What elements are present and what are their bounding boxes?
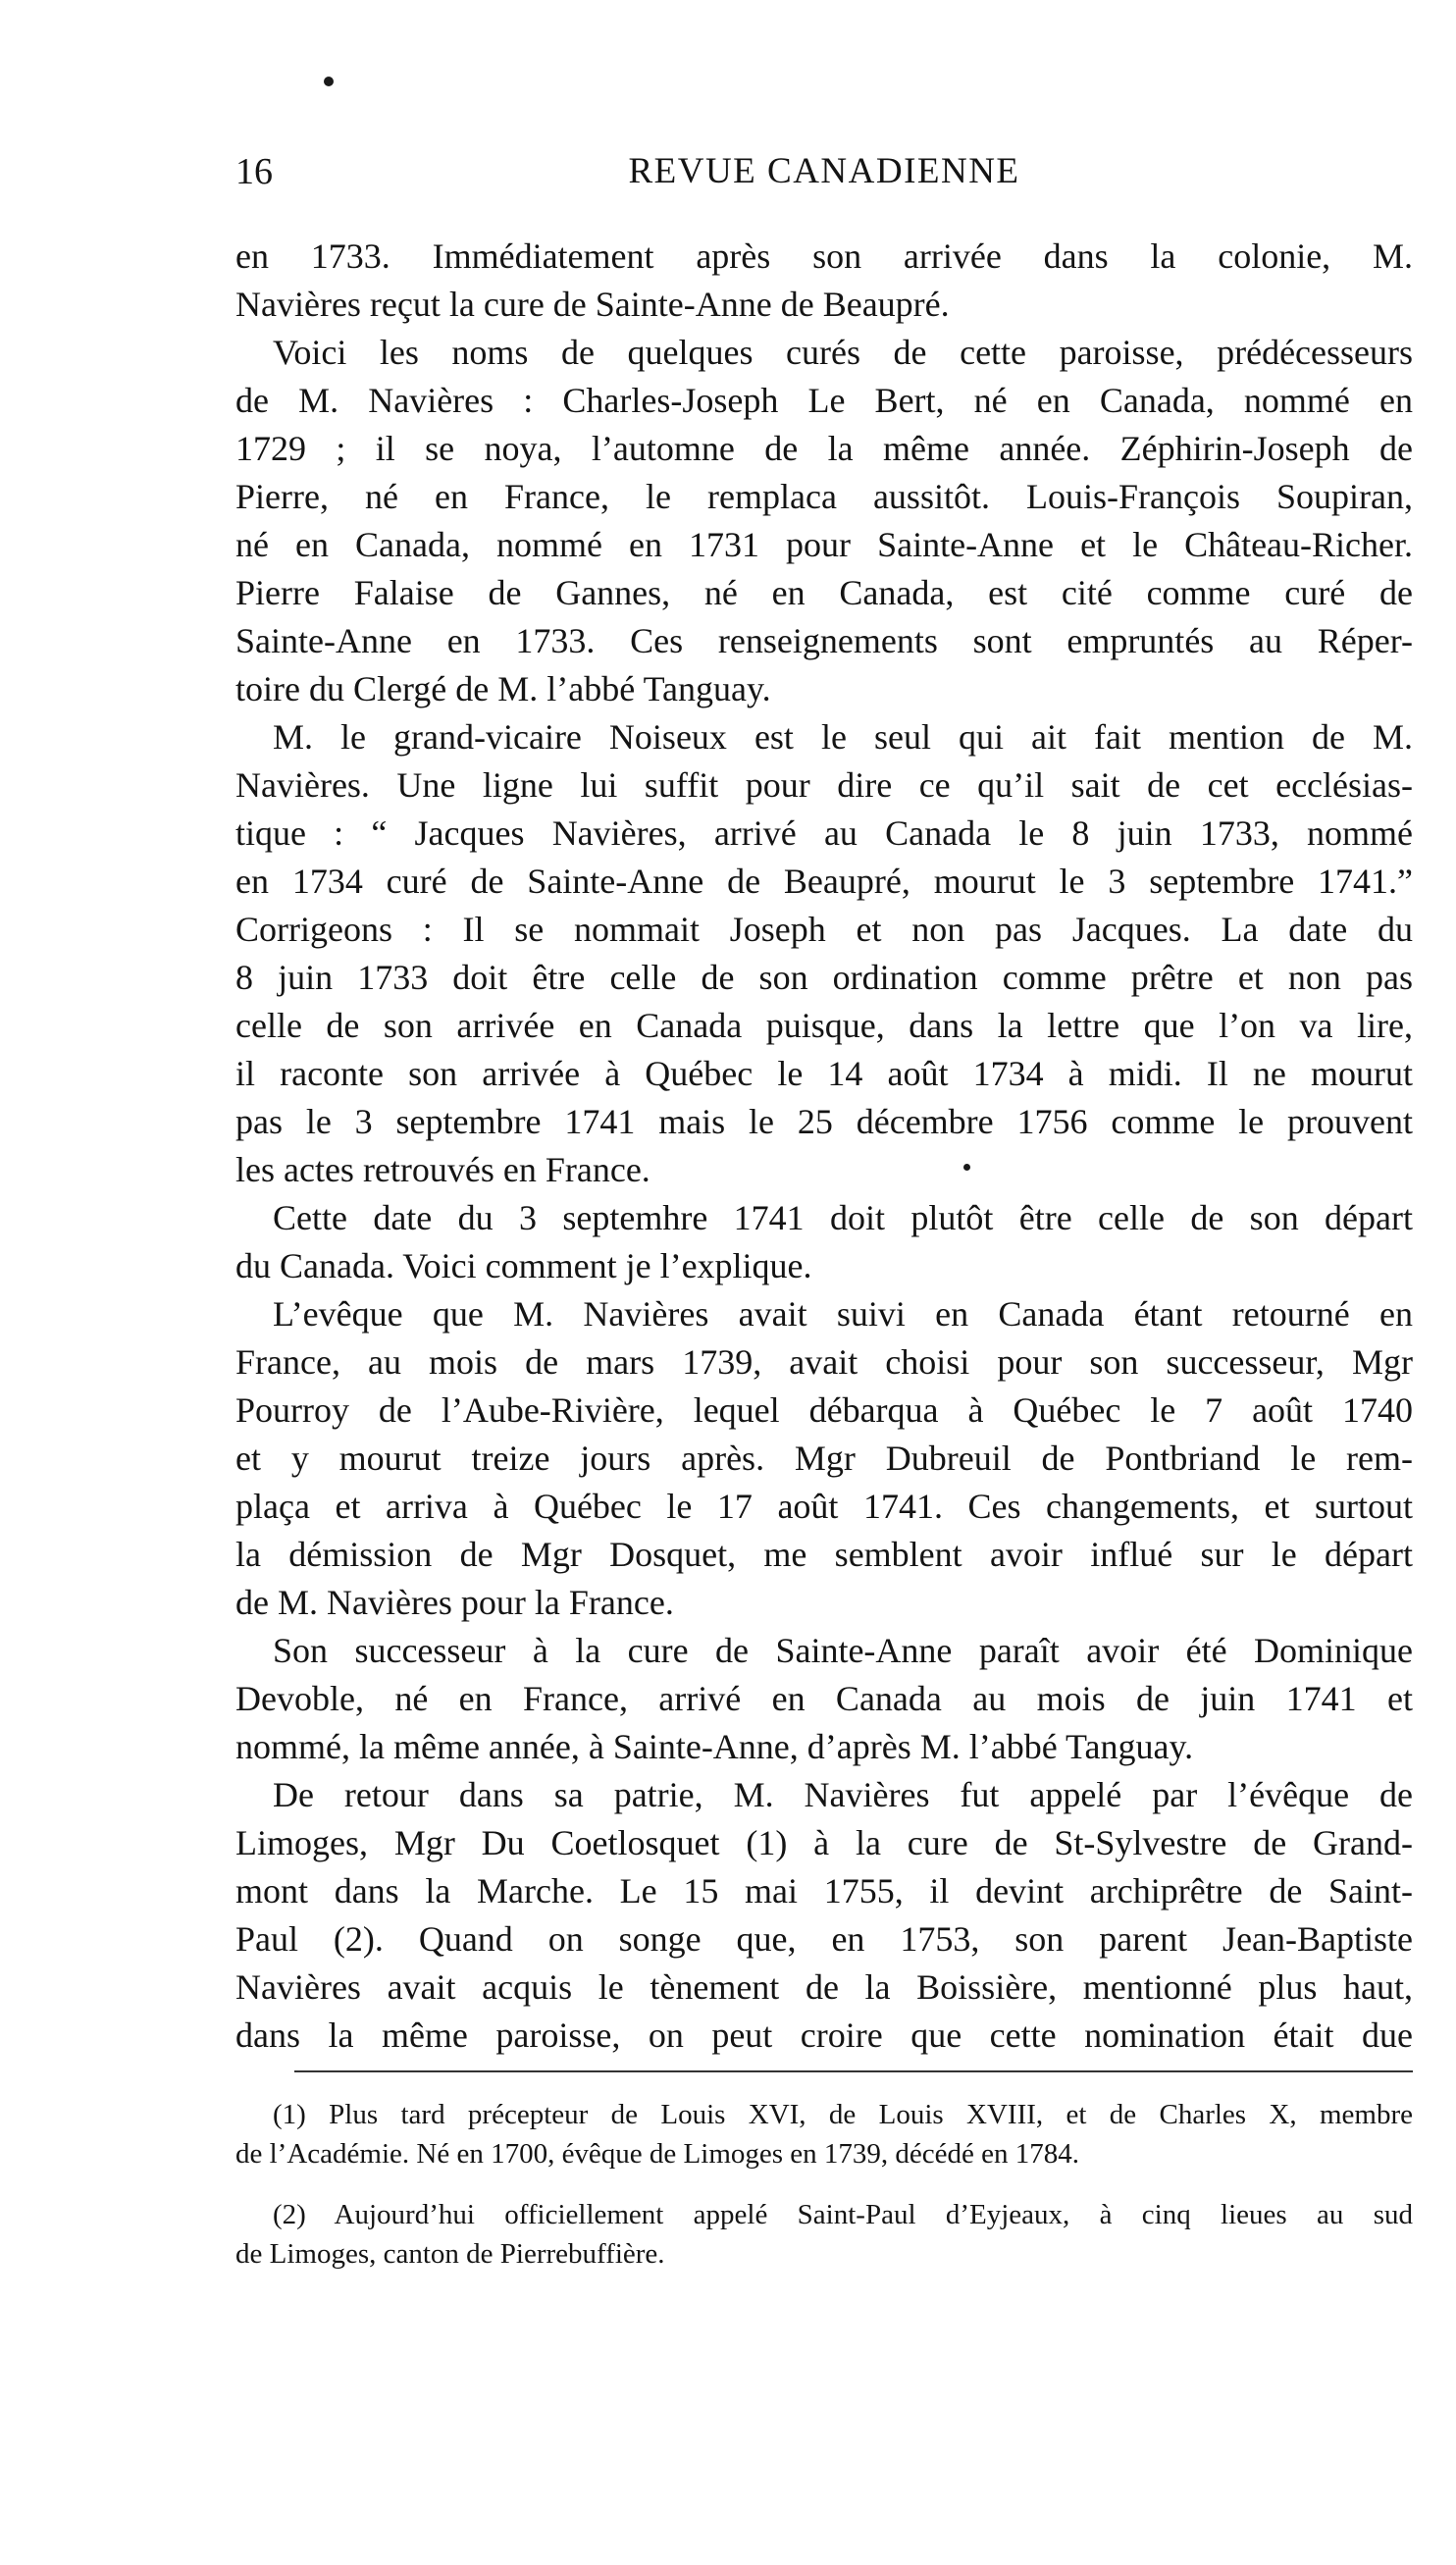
- text-line: et y mourut treize jours après. Mgr Dubreuil de Pontbriand le rem-: [235, 1439, 1413, 1478]
- text-line: en 1734 curé de Sainte-Anne de Beaupré, mourut le 3 septembre 1741.”: [235, 862, 1413, 901]
- text-line: Navières reçut la cure de Sainte-Anne de Beaupré.: [235, 285, 950, 324]
- text-line: dans la même paroisse, on peut croire que cette nomination était due: [235, 2015, 1413, 2055]
- body-text: [235, 233, 1413, 2060]
- text-line: celle de son arrivée en Canada puisque, dans la lettre que l’on va lire,: [235, 1006, 1413, 1045]
- text-line: Son successeur à la cure de Sainte-Anne paraît avoir été Dominique: [273, 1631, 1413, 1670]
- text-line: France, au mois de mars 1739, avait choisi pour son successeur, Mgr: [235, 1342, 1413, 1382]
- text-line: Sainte-Anne en 1733. Ces renseignements sont empruntés au Réper-: [235, 621, 1413, 660]
- text-line: Devoble, né en France, arrivé en Canada au mois de juin 1741 et: [235, 1679, 1413, 1718]
- text-line: toire du Clergé de M. l’abbé Tanguay.: [235, 669, 771, 708]
- text-line: de M. Navières : Charles-Joseph Le Bert, né en Canada, nommé en: [235, 381, 1413, 420]
- text-line: pas le 3 septembre 1741 mais le 25 décembre 1756 comme le prouvent: [235, 1102, 1413, 1141]
- text-line: la démission de Mgr Dosquet, me semblent avoir influé sur le départ: [235, 1535, 1413, 1574]
- page-header: [235, 147, 1413, 196]
- text-line: Corrigeons : Il se nommait Joseph et non pas Jacques. La date du: [235, 910, 1413, 949]
- text-line: Navières avait acquis le tènement de la Boissière, mentionné plus haut,: [235, 1967, 1413, 2007]
- text-line: il raconte son arrivée à Québec le 14 août 1734 à midi. Il ne mourut: [235, 1054, 1413, 1093]
- text-line: Pierre, né en France, le remplaca aussitôt. Louis-François Soupiran,: [235, 477, 1413, 516]
- footnote-line: de l’Académie. Né en 1700, évêque de Limoges en 1739, décédé en 1784.: [235, 2138, 1080, 2170]
- text-line: Voici les noms de quelques curés de cette paroisse, prédécesseurs: [273, 333, 1413, 372]
- text-line: les actes retrouvés en France.: [235, 1150, 650, 1189]
- text-line: de M. Navières pour la France.: [235, 1583, 674, 1622]
- text-line: nommé, la même année, à Sainte-Anne, d’après M. l’abbé Tanguay.: [235, 1727, 1194, 1766]
- footnote-line: de Limoges, canton de Pierrebuffière.: [235, 2238, 665, 2270]
- text-line: 8 juin 1733 doit être celle de son ordination comme prêtre et non pas: [235, 958, 1413, 997]
- text-line: plaça et arriva à Québec le 17 août 1741. Ces changements, et surtout: [235, 1487, 1413, 1526]
- text-line: Paul (2). Quand on songe que, en 1753, son parent Jean-Baptiste: [235, 1919, 1413, 1959]
- text-line: tique : “ Jacques Navières, arrivé au Canada le 8 juin 1733, nommé: [235, 813, 1413, 853]
- footnote-line: (2) Aujourd’hui officiellement appelé Saint-Paul d’Eyjeaux, à cinq lieues au sud: [273, 2199, 1413, 2230]
- footnote-divider: [294, 2070, 1413, 2072]
- text-line: du Canada. Voici comment je l’explique.: [235, 1246, 812, 1285]
- text-line: Navières. Une ligne lui suffit pour dire ce qu’il sait de cet ecclésias-: [235, 765, 1413, 805]
- text-line: L’evêque que M. Navières avait suivi en Canada étant retourné en: [273, 1294, 1413, 1334]
- footnotes: [235, 2095, 1413, 2274]
- page-number: 16: [235, 151, 273, 192]
- footnote-gap: [235, 2173, 1413, 2195]
- text-line: De retour dans sa patrie, M. Navières fut appelé par l’évêque de: [273, 1775, 1413, 1814]
- text-line: mont dans la Marche. Le 15 mai 1755, il devint archiprêtre de Saint-: [235, 1871, 1413, 1911]
- text-line: en 1733. Immédiatement après son arrivée dans la colonie, M.: [235, 236, 1413, 276]
- text-line: 1729 ; il se noya, l’automne de la même année. Zéphirin-Joseph de: [235, 429, 1413, 468]
- text-line: Cette date du 3 septemhre 1741 doit plutôt être celle de son départ: [273, 1198, 1413, 1237]
- text-line: Limoges, Mgr Du Coetlosquet (1) à la cure de St-Sylvestre de Grand-: [235, 1823, 1413, 1862]
- text-line: Pourroy de l’Aube-Rivière, lequel débarqua à Québec le 7 août 1740: [235, 1390, 1413, 1430]
- text-line: M. le grand-vicaire Noiseux est le seul qui ait fait mention de M.: [273, 717, 1413, 757]
- text-line: Pierre Falaise de Gannes, né en Canada, est cité comme curé de: [235, 573, 1413, 612]
- footnote-line: (1) Plus tard précepteur de Louis XVI, de Louis XVIII, et de Charles X, membre: [273, 2099, 1413, 2130]
- print-speck: [324, 77, 334, 86]
- running-title: REVUE CANADIENNE: [628, 151, 1020, 191]
- text-line: né en Canada, nommé en 1731 pour Sainte-Anne et le Château-Richer.: [235, 525, 1413, 564]
